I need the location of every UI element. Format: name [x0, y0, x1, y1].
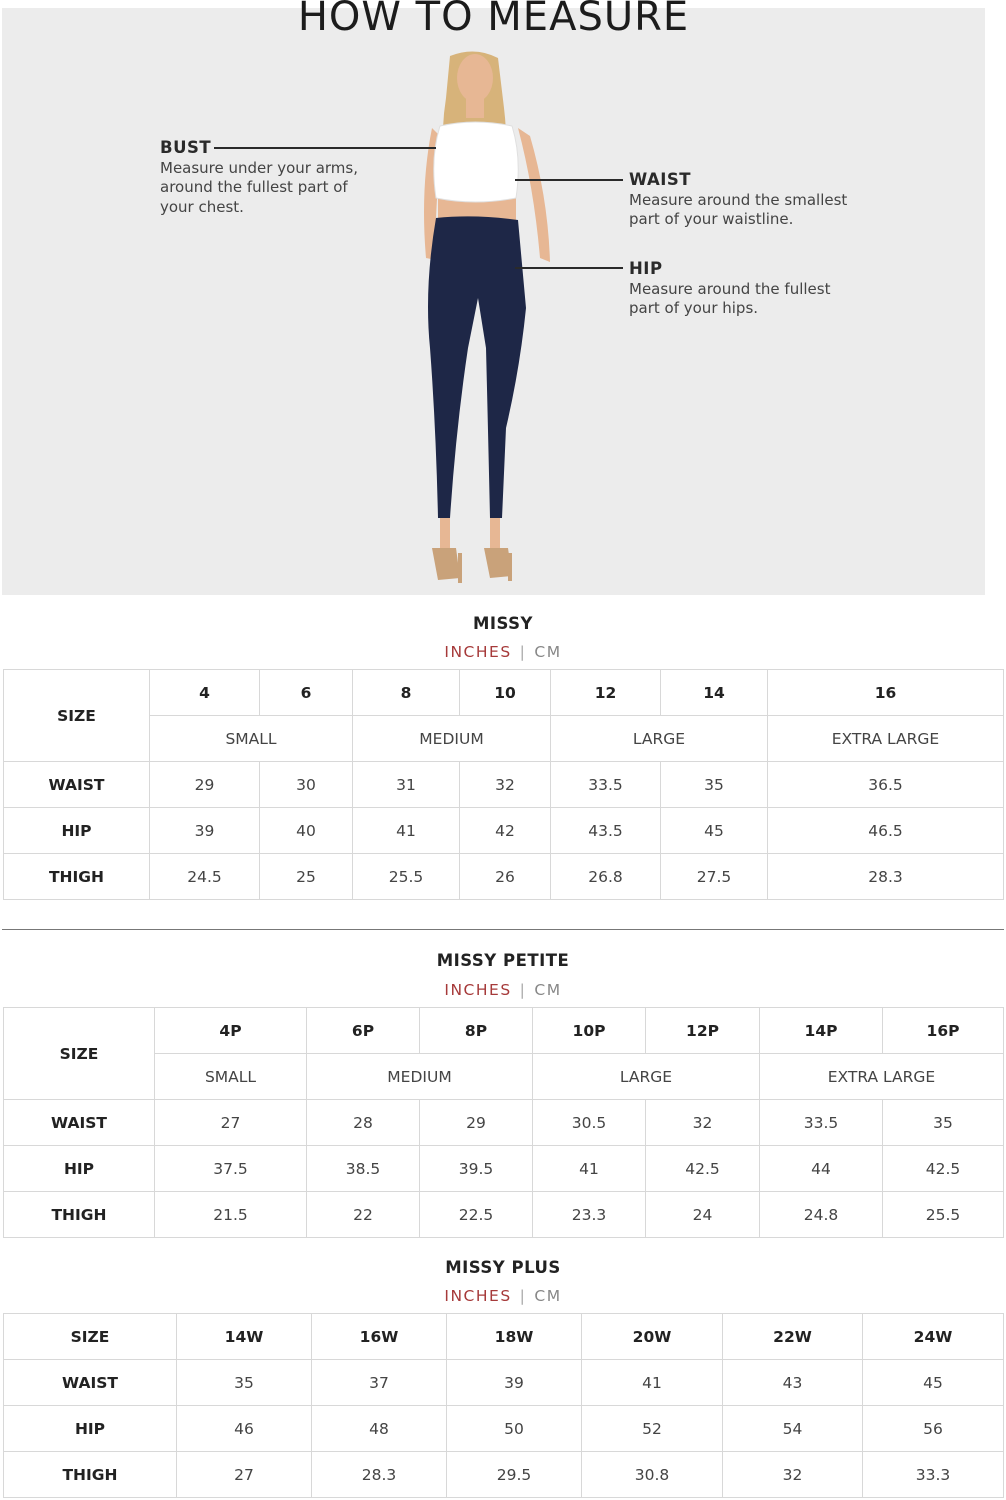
- value-cell: 33.5: [551, 762, 661, 808]
- value-cell: 21.5: [155, 1192, 307, 1238]
- bust-label: BUST: [160, 138, 212, 157]
- plus-unit-toggle: [0, 1287, 1006, 1305]
- inches-option[interactable]: INCHES: [444, 981, 512, 999]
- value-cell: 24.8: [760, 1192, 883, 1238]
- value-cell: 25.5: [353, 854, 460, 900]
- table-row: [4, 1360, 1004, 1406]
- petite-unit-toggle: [0, 981, 1006, 999]
- value-cell: 41: [582, 1360, 723, 1406]
- inches-option[interactable]: INCHES: [444, 643, 512, 661]
- value-cell: 38.5: [307, 1146, 420, 1192]
- value-cell: 41: [353, 808, 460, 854]
- table-row: [4, 1452, 1004, 1498]
- value-cell: 42: [460, 808, 551, 854]
- missy-unit-toggle: [0, 643, 1006, 661]
- value-cell: 27.5: [661, 854, 768, 900]
- size-cell: 10: [460, 670, 551, 716]
- value-cell: 26.8: [551, 854, 661, 900]
- value-cell: 46: [177, 1406, 312, 1452]
- value-cell: 37: [312, 1360, 447, 1406]
- value-cell: 30.5: [533, 1100, 646, 1146]
- value-cell: 30.8: [582, 1452, 723, 1498]
- value-cell: 40: [260, 808, 353, 854]
- value-cell: 39: [150, 808, 260, 854]
- value-cell: 54: [723, 1406, 863, 1452]
- value-cell: 29: [420, 1100, 533, 1146]
- value-cell: 23.3: [533, 1192, 646, 1238]
- size-cell: 16P: [883, 1008, 1004, 1054]
- model-figure-illustration: [380, 48, 570, 593]
- plus-title: MISSY PLUS: [445, 1258, 561, 1277]
- size-cell: 8P: [420, 1008, 533, 1054]
- value-cell: 31: [353, 762, 460, 808]
- size-cell: 6: [260, 670, 353, 716]
- row-header-hip: HIP: [4, 808, 150, 854]
- value-cell: 50: [447, 1406, 582, 1452]
- value-cell: 44: [760, 1146, 883, 1192]
- value-cell: 25: [260, 854, 353, 900]
- size-cell: 14W: [177, 1314, 312, 1360]
- value-cell: 32: [646, 1100, 760, 1146]
- value-cell: 29: [150, 762, 260, 808]
- size-group-cell: SMALL: [155, 1054, 307, 1100]
- hip-pointer-line: [515, 267, 623, 269]
- value-cell: 36.5: [768, 762, 1004, 808]
- table-row: [4, 1406, 1004, 1452]
- value-cell: 32: [460, 762, 551, 808]
- value-cell: 28.3: [312, 1452, 447, 1498]
- size-group-cell: EXTRA LARGE: [768, 716, 1004, 762]
- value-cell: 43.5: [551, 808, 661, 854]
- value-cell: 28: [307, 1100, 420, 1146]
- value-cell: 33.3: [863, 1452, 1004, 1498]
- size-cell: 12: [551, 670, 661, 716]
- bust-annotation: [160, 138, 370, 217]
- value-cell: 48: [312, 1406, 447, 1452]
- table-row: [4, 1100, 1004, 1146]
- size-cell: 6P: [307, 1008, 420, 1054]
- size-cell: 16W: [312, 1314, 447, 1360]
- row-header-thigh: THIGH: [4, 1192, 155, 1238]
- row-header-hip: HIP: [4, 1146, 155, 1192]
- waist-description: Measure around the smallest part of your waistline.: [629, 190, 848, 228]
- value-cell: 39: [447, 1360, 582, 1406]
- size-group-cell: MEDIUM: [353, 716, 551, 762]
- value-cell: 25.5: [883, 1192, 1004, 1238]
- row-header-waist: WAIST: [4, 762, 150, 808]
- unit-separator: |: [519, 981, 527, 999]
- size-group-cell: EXTRA LARGE: [760, 1054, 1004, 1100]
- value-cell: 52: [582, 1406, 723, 1452]
- value-cell: 39.5: [420, 1146, 533, 1192]
- table-row: [4, 1192, 1004, 1238]
- value-cell: 46.5: [768, 808, 1004, 854]
- hip-description: Measure around the fullest part of your hips.: [629, 279, 831, 317]
- value-cell: 22.5: [420, 1192, 533, 1238]
- hip-label: HIP: [629, 259, 663, 278]
- size-cell: 18W: [447, 1314, 582, 1360]
- value-cell: 27: [155, 1100, 307, 1146]
- row-header-thigh: THIGH: [4, 1452, 177, 1498]
- cm-option[interactable]: CM: [534, 981, 562, 999]
- size-cell: 14P: [760, 1008, 883, 1054]
- size-group-cell: LARGE: [551, 716, 768, 762]
- bust-pointer-line: [214, 147, 436, 149]
- value-cell: 30: [260, 762, 353, 808]
- plus-size-table: [3, 1313, 1004, 1498]
- size-cell: 4: [150, 670, 260, 716]
- value-cell: 22: [307, 1192, 420, 1238]
- cm-option[interactable]: CM: [534, 1287, 562, 1305]
- row-header-size: SIZE: [4, 1314, 177, 1360]
- size-cell: 12P: [646, 1008, 760, 1054]
- row-header-hip: HIP: [4, 1406, 177, 1452]
- value-cell: 45: [863, 1360, 1004, 1406]
- size-cell: 14: [661, 670, 768, 716]
- value-cell: 37.5: [155, 1146, 307, 1192]
- value-cell: 42.5: [646, 1146, 760, 1192]
- petite-size-table: [3, 1007, 1004, 1238]
- hip-annotation: [629, 259, 859, 319]
- table-row: [4, 808, 1004, 854]
- value-cell: 24: [646, 1192, 760, 1238]
- table-row: [4, 854, 1004, 900]
- value-cell: 33.5: [760, 1100, 883, 1146]
- value-cell: 56: [863, 1406, 1004, 1452]
- inches-option[interactable]: INCHES: [444, 1287, 512, 1305]
- size-cell: 22W: [723, 1314, 863, 1360]
- value-cell: 27: [177, 1452, 312, 1498]
- unit-separator: |: [519, 643, 527, 661]
- value-cell: 35: [661, 762, 768, 808]
- section-divider: [2, 929, 1004, 930]
- size-cell: 10P: [533, 1008, 646, 1054]
- row-header-size: SIZE: [4, 1008, 155, 1100]
- value-cell: 24.5: [150, 854, 260, 900]
- bust-description: Measure under your arms, around the fullest part of your chest.: [160, 158, 359, 216]
- value-cell: 28.3: [768, 854, 1004, 900]
- waist-annotation: [629, 170, 869, 230]
- size-group-cell: SMALL: [150, 716, 353, 762]
- value-cell: 45: [661, 808, 768, 854]
- cm-option[interactable]: CM: [534, 643, 562, 661]
- missy-title: MISSY: [472, 614, 534, 633]
- value-cell: 43: [723, 1360, 863, 1406]
- table-row: [4, 1146, 1004, 1192]
- value-cell: 29.5: [447, 1452, 582, 1498]
- table-row: [4, 762, 1004, 808]
- row-header-size: SIZE: [4, 670, 150, 762]
- size-group-cell: MEDIUM: [307, 1054, 533, 1100]
- how-to-measure-panel: [2, 0, 985, 595]
- size-cell: 24W: [863, 1314, 1004, 1360]
- waist-label: WAIST: [629, 170, 692, 189]
- row-header-waist: WAIST: [4, 1360, 177, 1406]
- value-cell: 35: [177, 1360, 312, 1406]
- size-cell: 8: [353, 670, 460, 716]
- value-cell: 26: [460, 854, 551, 900]
- size-cell: 16: [768, 670, 1004, 716]
- size-group-cell: LARGE: [533, 1054, 760, 1100]
- page-title: HOW TO MEASURE: [297, 0, 690, 40]
- missy-size-table: [3, 669, 1004, 900]
- value-cell: 35: [883, 1100, 1004, 1146]
- value-cell: 41: [533, 1146, 646, 1192]
- row-header-thigh: THIGH: [4, 854, 150, 900]
- value-cell: 32: [723, 1452, 863, 1498]
- waist-pointer-line: [515, 179, 623, 181]
- size-cell: 20W: [582, 1314, 723, 1360]
- petite-title: MISSY PETITE: [436, 951, 570, 970]
- value-cell: 42.5: [883, 1146, 1004, 1192]
- unit-separator: |: [519, 1287, 527, 1305]
- size-cell: 4P: [155, 1008, 307, 1054]
- row-header-waist: WAIST: [4, 1100, 155, 1146]
